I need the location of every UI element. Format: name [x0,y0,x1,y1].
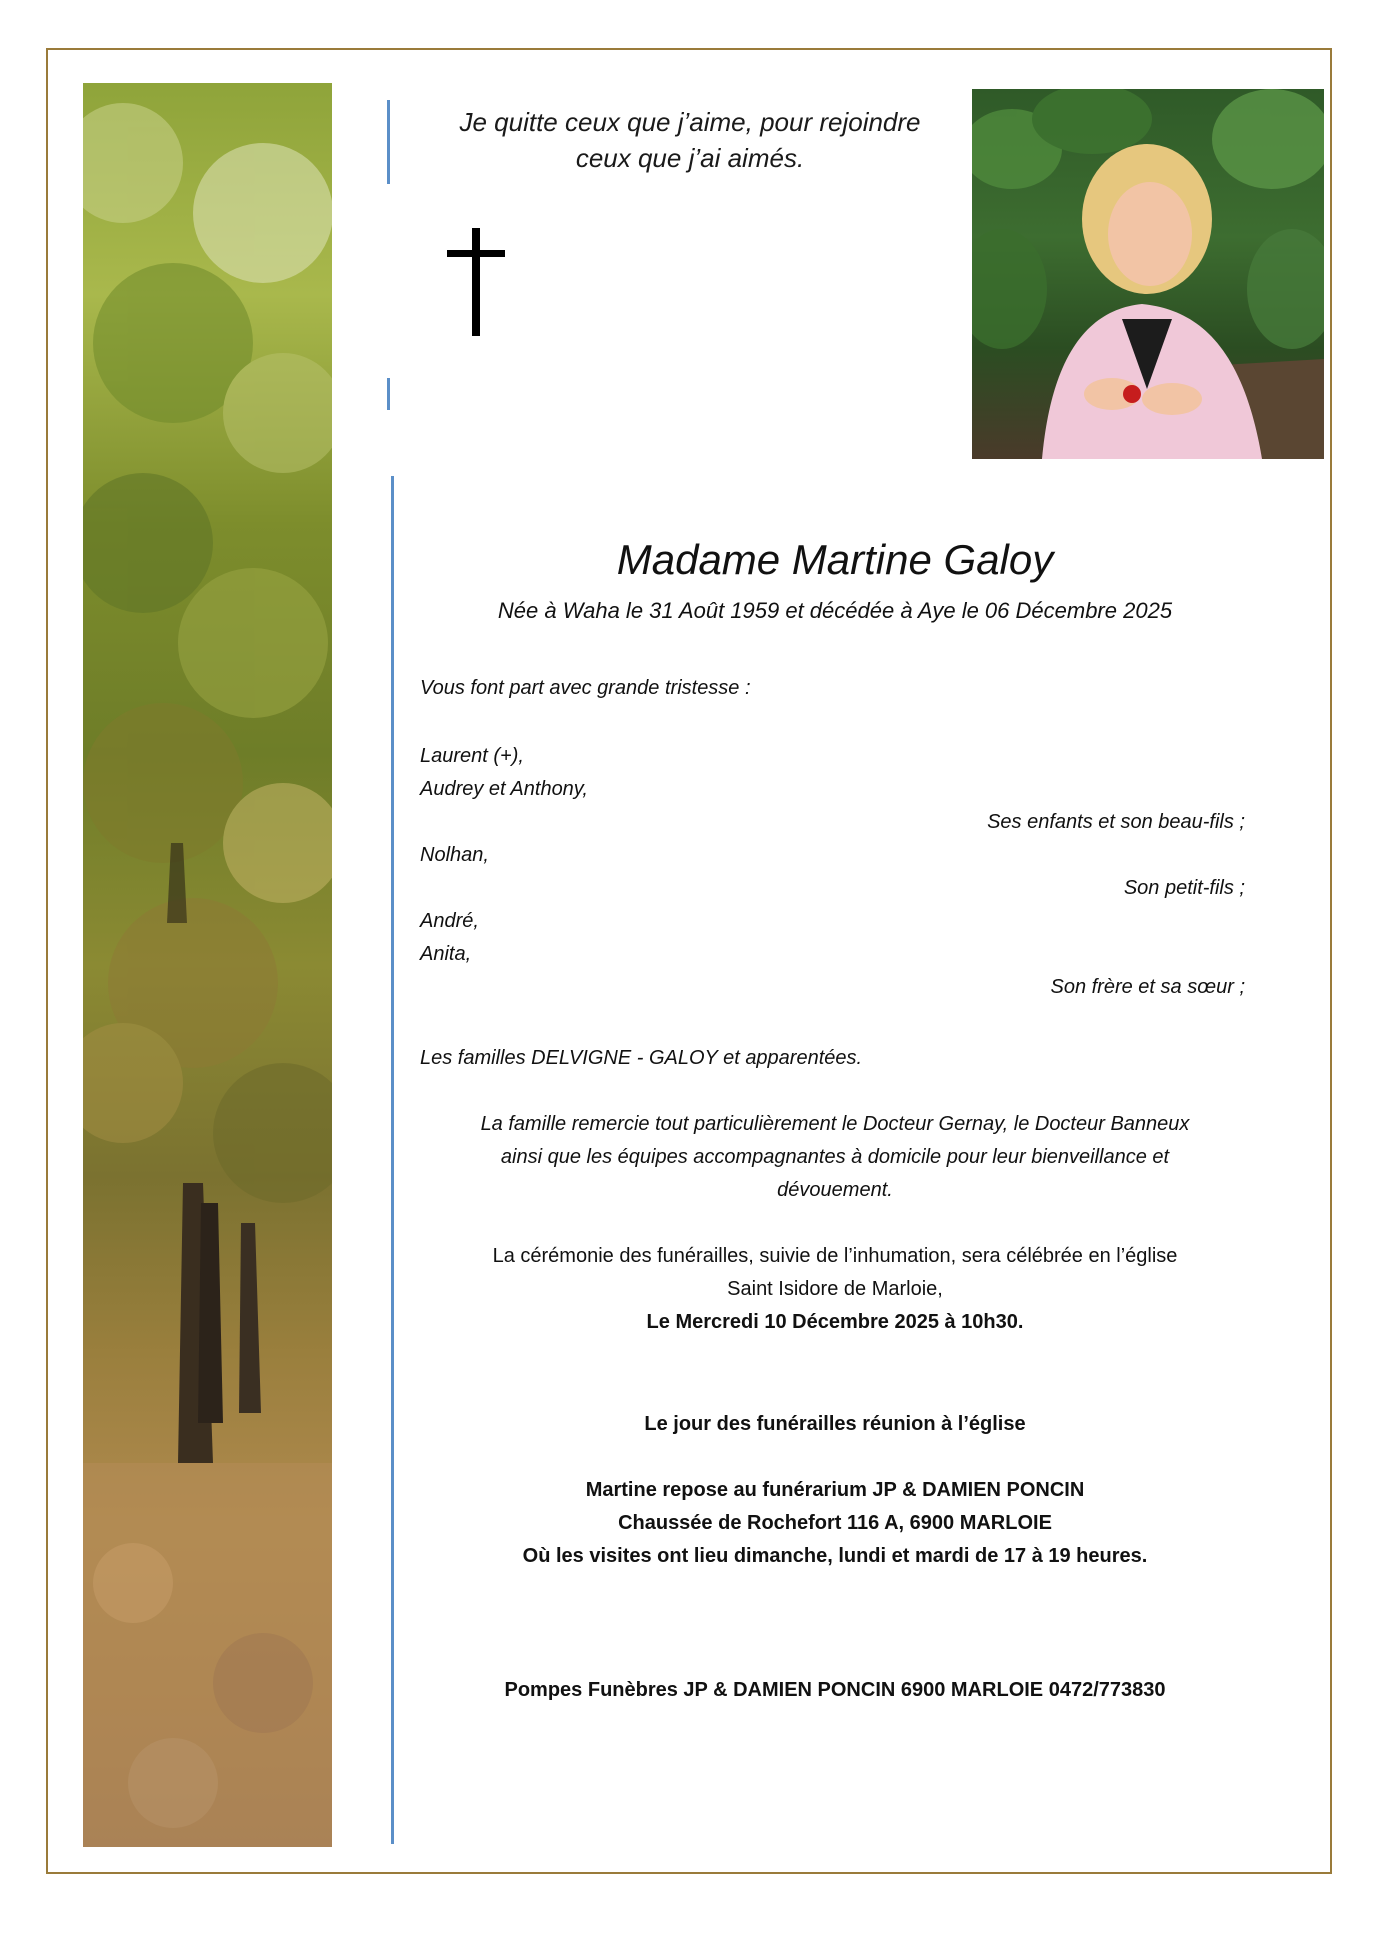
thanks-line-3: dévouement. [777,1179,893,1201]
thanks-paragraph [400,1108,1270,1207]
family-member: Laurent (+), [420,745,524,767]
family-member: Nolhan, [420,844,489,866]
autumn-trees-image [83,83,332,1847]
family-member: Audrey et Anthony, [420,778,588,800]
quote-line-1: Je quitte ceux que j’aime, pour rejoindre [459,107,921,137]
content-accent-bar [391,476,394,1844]
family-relation: Son petit-fils ; [1123,877,1245,899]
thanks-line-1: La famille remercie tout particulièrement le Docteur Gernay, le Docteur Banneux [480,1113,1190,1135]
extended-families: Les familles DELVIGNE - GALOY et apparentées. [420,1047,863,1069]
deceased-name: Madame Martine Galoy [616,536,1054,583]
funerarium-address: Chaussée de Rochefort 116 A, 6900 MARLOIE [618,1512,1052,1534]
ceremony-line-1: La cérémonie des funérailles, suivie de l’inhumation, sera célébrée en l’église [492,1245,1178,1267]
family-member: André, [420,910,479,932]
quote-line-2: ceux que j’ai aimés. [575,143,805,173]
funeral-home-footer: Pompes Funèbres JP & DAMIEN PONCIN 6900 MARLOIE 0472/773830 [504,1679,1166,1701]
funerarium-info [400,1474,1270,1573]
announcement-intro: Vous font part avec grande tristesse : [420,677,751,699]
family-member: Anita, [420,943,472,965]
family-relation: Son frère et sa sœur ; [1050,976,1245,998]
family-list [420,740,1245,1004]
latin-cross-icon [447,228,505,336]
small-accent-bar [387,378,390,410]
ceremony-paragraph [400,1240,1270,1339]
funerarium-line-1: Martine repose au funérarium JP & DAMIEN PONCIN [585,1479,1085,1501]
quote-accent-bar [387,100,390,184]
family-relation: Ses enfants et son beau-fils ; [987,811,1245,833]
meeting-note: Le jour des funérailles réunion à l’église [644,1413,1026,1435]
ceremony-line-2: Saint Isidore de Marloie, [727,1278,943,1300]
thanks-line-2: ainsi que les équipes accompagnantes à domicile pour leur bienveillance et [500,1146,1170,1168]
birth-death-dates: Née à Waha le 31 Août 1959 et décédée à Aye le 06 Décembre 2025 [497,598,1173,623]
portrait-photo [972,89,1324,459]
epitaph-quote [405,104,975,176]
ceremony-date: Le Mercredi 10 Décembre 2025 à 10h30. [646,1311,1024,1333]
visiting-hours: Où les visites ont lieu dimanche, lundi et mardi de 17 à 19 heures. [522,1545,1148,1567]
